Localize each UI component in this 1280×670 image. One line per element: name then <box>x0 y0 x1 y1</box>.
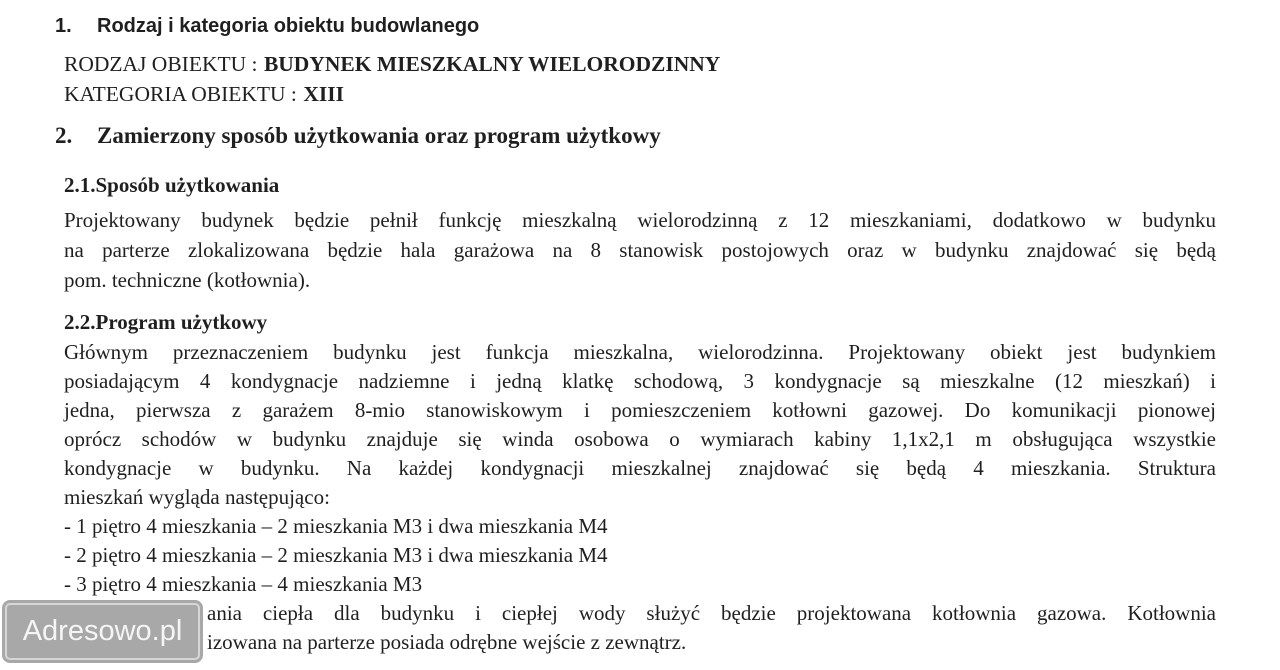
object-type-value: BUDYNEK MIESZKALNY WIELORODZINNY <box>263 52 721 76</box>
section-2-title: Zamierzony sposób użytkowania oraz program użytkowy <box>97 123 661 148</box>
paragraph-2-1 <box>64 205 1216 295</box>
section-1-number: 1. <box>55 15 72 37</box>
paragraph-line: na parterze zlokalizowana będzie hala garażowa na 8 stanowisk postojowych oraz w budynku znajdować się będą <box>64 238 1216 262</box>
paragraph-line: jedna, pierwsza z garażem 8-mio stanowiskowym i pomieszczeniem kotłowni gazowej. Do komunikacji pionowej <box>64 398 1216 422</box>
list-item: - 1 piętro 4 mieszkania – 2 mieszkania M3 i dwa mieszkania M4 <box>64 514 608 538</box>
object-category-line <box>64 79 1216 109</box>
paragraph-line: mieszkań wygląda następująco: <box>64 485 330 509</box>
object-type-label: RODZAJ OBIEKTU : <box>64 52 258 76</box>
paragraph-line: Głównym przeznaczeniem budynku jest funkcja mieszkalna, wielorodzinna. Projektowany obiekt jest budynkiem <box>64 340 1216 364</box>
object-category-value: XIII <box>303 82 344 106</box>
section-2-heading <box>55 123 1216 149</box>
paragraph-line: ania ciepła dla budynku i ciepłej wody służyć będzie projektowana kotłownia gazowa. Kotłownia <box>207 601 1216 625</box>
object-type-line <box>64 49 1216 79</box>
section-1-heading <box>55 13 1216 39</box>
closing-paragraph <box>64 599 1216 657</box>
list-item: - 3 piętro 4 mieszkania – 4 mieszkania M3 <box>64 572 423 596</box>
paragraph-2-2 <box>64 338 1216 512</box>
section-2-number: 2. <box>55 123 73 148</box>
list-item: - 2 piętro 4 mieszkania – 2 mieszkania M3 i dwa mieszkania M4 <box>64 543 608 567</box>
section-2-1-heading: 2.1.Sposób użytkowania <box>64 173 280 197</box>
object-category-label: KATEGORIA OBIEKTU : <box>64 82 297 106</box>
paragraph-line: Projektowany budynek będzie pełnił funkcję mieszkalną wielorodzinną z 12 mieszkaniami, dodatkowo w budynku <box>64 208 1216 232</box>
paragraph-line: oprócz schodów w budynku znajduje się winda osobowa o wymiarach kabiny 1,1x2,1 m obsługująca wszystkie <box>64 427 1216 451</box>
paragraph-line: posiadającym 4 kondygnacje nadziemne i jedną klatkę schodową, 3 kondygnacje są mieszkalne (12 mieszkań) i <box>64 369 1216 393</box>
adresowo-watermark <box>2 600 203 663</box>
section-2-2-heading: 2.2.Program użytkowy <box>64 310 268 334</box>
paragraph-line: izowana na parterze posiada odrębne wejście z zewnątrz. <box>207 630 687 654</box>
watermark-text: Adresowo.pl <box>22 615 183 647</box>
paragraph-line: pom. techniczne (kotłownia). <box>64 268 311 292</box>
paragraph-line: kondygnacje w budynku. Na każdej kondygnacji mieszkalnej znajdować się będą 4 mieszkania. Struktura <box>64 456 1216 480</box>
apartment-structure-list <box>64 512 1216 599</box>
section-1-title: Rodzaj i kategoria obiektu budowlanego <box>97 15 480 37</box>
